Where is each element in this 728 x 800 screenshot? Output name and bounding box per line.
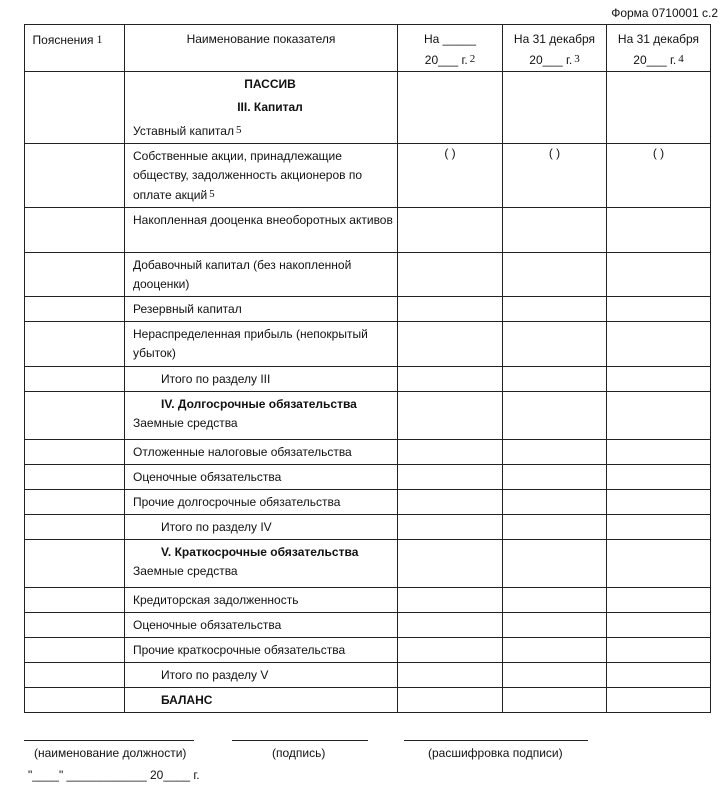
lt-borrowings-label: Заемные средства — [133, 416, 238, 430]
signature-caption: (подпись) — [272, 746, 326, 760]
own-shares-value-current: ( ) — [398, 144, 503, 208]
additional-capital-label: Добавочный капитал (без накопленной дооценки) — [133, 258, 352, 291]
section5-title: V. Краткосрочные обязательства — [161, 545, 359, 559]
signature-line — [232, 740, 368, 741]
table-row — [25, 392, 711, 440]
table-row — [25, 72, 711, 144]
section3-title: III. Капитал — [237, 100, 303, 114]
table-row — [25, 613, 711, 638]
st-other-label: Прочие краткосрочные обязательства — [133, 643, 346, 657]
header-period-prev2: На 31 декабря 20___ г. 4 — [607, 25, 711, 72]
table-row — [25, 144, 711, 208]
own-shares-label: Собственные акции, принадлежащие обществу, задолженность акционеров по оплате акций 5 — [125, 144, 398, 208]
st-estimated-label: Оценочные обязательства — [133, 618, 282, 632]
header-period-prev: На 31 декабря 20___ г. 3 — [503, 25, 607, 72]
header-period-current: На _____ 20___ г. 2 — [398, 25, 503, 72]
section3-total-label: Итого по разделу III — [161, 372, 271, 386]
decoding-line — [404, 740, 588, 741]
lt-other-label: Прочие долгосрочные обязательства — [133, 495, 341, 509]
table-row — [25, 440, 711, 465]
table-row — [25, 688, 711, 713]
header-indicator-name: Наименование показателя — [125, 25, 398, 72]
section3-cell — [125, 72, 398, 144]
payables-label: Кредиторская задолженность — [133, 593, 299, 607]
section4-title: IV. Долгосрочные обязательства — [161, 397, 357, 411]
charter-capital-label: Уставный капитал 5 — [133, 124, 242, 138]
balance-total-label: БАЛАНС — [161, 693, 213, 707]
header-explanations: Пояснения 1 — [25, 25, 125, 72]
table-row — [25, 465, 711, 490]
table-row — [25, 297, 711, 322]
table-row — [25, 208, 711, 253]
table-row — [25, 367, 711, 392]
section4-total-label: Итого по разделу IV — [161, 520, 272, 534]
revaluation-label: Накопленная дооценка внеоборотных активов — [133, 213, 393, 227]
retained-earnings-label: Нераспределенная прибыль (непокрытый убыток) — [133, 327, 368, 360]
lt-estimated-label: Оценочные обязательства — [133, 470, 282, 484]
table-row — [25, 515, 711, 540]
form-code: Форма 0710001 с.2 — [611, 6, 718, 20]
balance-liabilities-table — [24, 24, 711, 713]
table-row — [25, 540, 711, 588]
position-caption: (наименование должности) — [34, 746, 187, 760]
deferred-tax-label: Отложенные налоговые обязательства — [133, 445, 352, 459]
decoding-caption: (расшифровка подписи) — [428, 746, 563, 760]
table-row — [25, 638, 711, 663]
own-shares-value-prev: ( ) — [503, 144, 607, 208]
table-row — [25, 322, 711, 367]
reserve-capital-label: Резервный капитал — [133, 302, 242, 316]
table-row — [25, 663, 711, 688]
table-row — [25, 490, 711, 515]
st-borrowings-label: Заемные средства — [133, 564, 238, 578]
table-row — [25, 588, 711, 613]
table-row — [25, 253, 711, 297]
own-shares-value-prev2: ( ) — [607, 144, 711, 208]
liabilities-title: ПАССИВ — [244, 77, 296, 91]
section5-total-label: Итого по разделу V — [161, 668, 269, 682]
position-line — [24, 740, 194, 741]
table-header-row — [25, 25, 711, 72]
date-line: "____" ____________ 20____ г. — [28, 768, 200, 782]
